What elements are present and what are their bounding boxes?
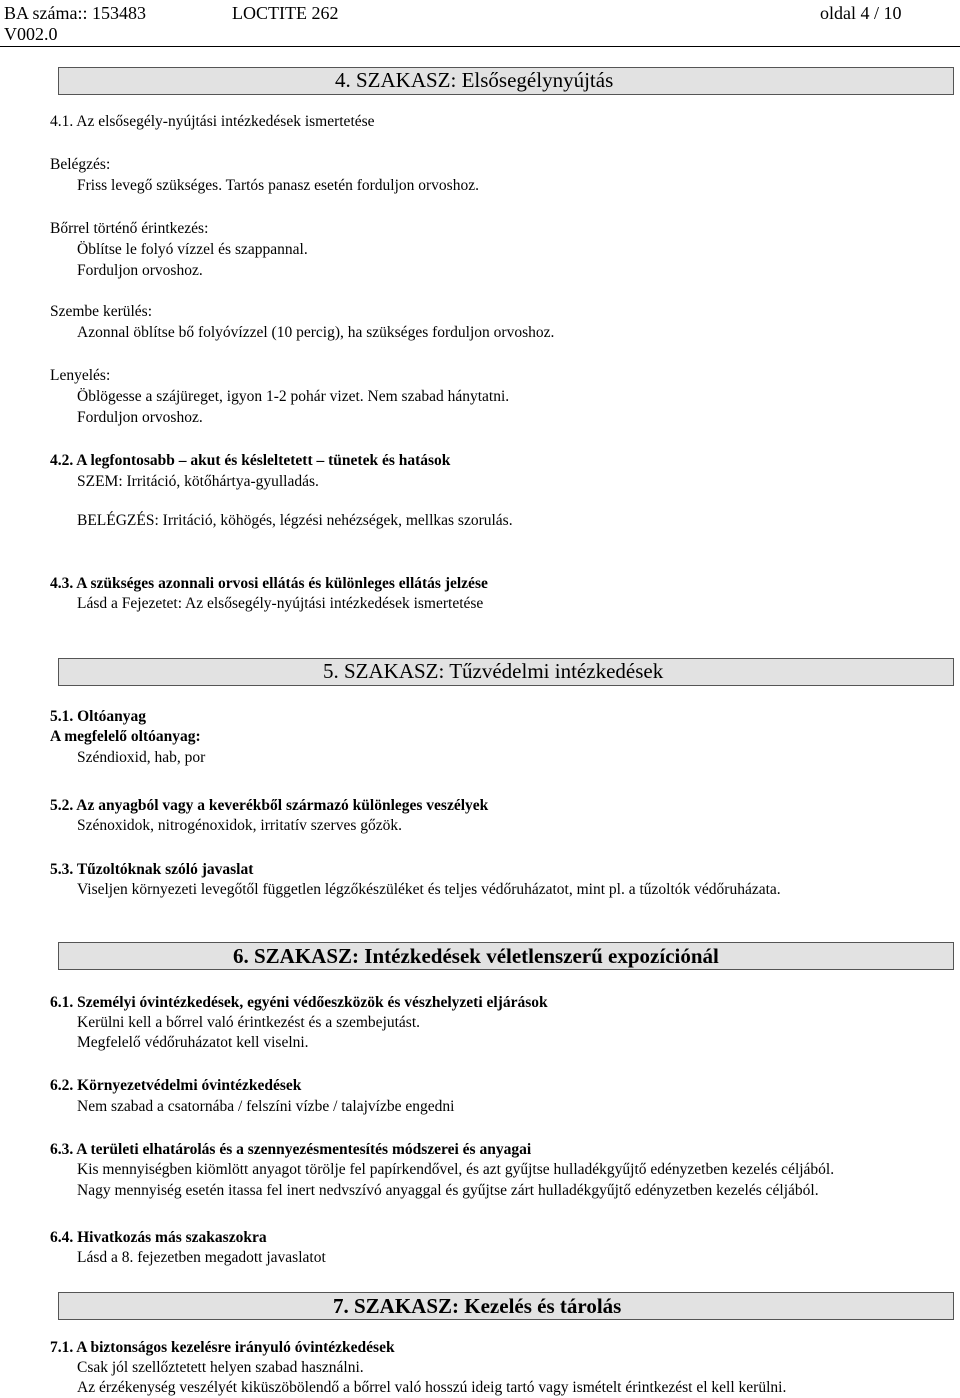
inhalation-label: Belégzés: bbox=[50, 156, 111, 173]
s71-title: 7.1. A biztonságos kezelésre irányuló óvintézkedések bbox=[50, 1339, 395, 1356]
s53-title: 5.3. Tűzoltóknak szóló javaslat bbox=[50, 861, 254, 878]
s61-text-2: Megfelelő védőruházatot kell viselni. bbox=[77, 1034, 309, 1051]
skin-text-1: Öblítse le folyó vízzel és szappannal. bbox=[77, 241, 308, 258]
s52-title: 5.2. Az anyagból vagy a keverékből származó különleges veszélyek bbox=[50, 797, 489, 814]
page-indicator: oldal 4 / 10 bbox=[820, 3, 902, 23]
section4-title: 4. SZAKASZ: Elsősegélynyújtás bbox=[335, 68, 614, 92]
s71-text-1: Csak jól szellőztetett helyen szabad használni. bbox=[77, 1359, 364, 1376]
s51-text: Széndioxid, hab, por bbox=[77, 749, 206, 766]
s64-text: Lásd a 8. fejezetben megadott javaslatot bbox=[77, 1249, 326, 1266]
s51-title: 5.1. Oltóanyag bbox=[50, 708, 147, 725]
section5-title: 5. SZAKASZ: Tűzvédelmi intézkedések bbox=[323, 659, 664, 683]
s42-title: 4.2. A legfontosabb – akut és késleltetett – tünetek és hatások bbox=[50, 452, 451, 469]
ingestion-text-2: Forduljon orvoshoz. bbox=[77, 409, 203, 426]
section7-title: 7. SZAKASZ: Kezelés és tárolás bbox=[333, 1294, 622, 1318]
s63-text-1: Kis mennyiségben kiömlött anyagot törölje fel papírkendővel, és azt gyűjtse hulladékgyűjtő edényzetben kezelés céljából. bbox=[77, 1161, 835, 1178]
s63-text-2: Nagy mennyiség esetén itassa fel inert nedvszívó anyaggal és gyűjtse zárt hulladékgyűjtő edényzetben kezelés céljából. bbox=[77, 1182, 819, 1199]
product-name: LOCTITE 262 bbox=[232, 3, 339, 23]
s52-text: Szénoxidok, nitrogénoxidok, irritatív szerves gőzök. bbox=[77, 817, 403, 834]
s63-title: 6.3. A területi elhatárolás és a szennyezésmentesítés módszerei és anyagai bbox=[50, 1141, 532, 1158]
s42-inhalation: BELÉGZÉS: Irritáció, köhögés, légzési nehézségek, mellkas szorulás. bbox=[77, 512, 513, 529]
s53-text: Viseljen környezeti levegőtől független légzőkészüléket és teljes védőruházatot, mint pl. a tűzoltók védőruházata. bbox=[77, 881, 781, 898]
s51-subtitle: A megfelelő oltóanyag: bbox=[50, 728, 201, 745]
ingestion-label: Lenyelés: bbox=[50, 367, 111, 384]
s64-title: 6.4. Hivatkozás más szakaszokra bbox=[50, 1229, 267, 1246]
s41-title: 4.1. Az elsősegély-nyújtási intézkedések ismertetése bbox=[50, 113, 375, 130]
s61-title: 6.1. Személyi óvintézkedések, egyéni védőeszközök és vészhelyzeti eljárások bbox=[50, 994, 548, 1011]
header-rule bbox=[0, 46, 960, 47]
eye-text: Azonnal öblítse bő folyóvízzel (10 percig), ha szükséges forduljon orvoshoz. bbox=[77, 324, 555, 341]
inhalation-text: Friss levegő szükséges. Tartós panasz esetén forduljon orvoshoz. bbox=[77, 177, 479, 194]
ba-number: BA száma:: 153483 bbox=[4, 3, 146, 23]
section6-title: 6. SZAKASZ: Intézkedések véletlenszerű expozíciónál bbox=[233, 944, 719, 968]
eye-label: Szembe kerülés: bbox=[50, 303, 153, 320]
ingestion-text-1: Öblögesse a szájüreget, igyon 1-2 pohár vizet. Nem szabad hánytatni. bbox=[77, 388, 510, 405]
s62-title: 6.2. Környezetvédelmi óvintézkedések bbox=[50, 1077, 302, 1094]
s43-text: Lásd a Fejezetet: Az elsősegély-nyújtási intézkedések ismertetése bbox=[77, 595, 484, 612]
s61-text-1: Kerülni kell a bőrrel való érintkezést és a szembejutást. bbox=[77, 1014, 421, 1031]
s62-text: Nem szabad a csatornába / felszíni vízbe / talajvízbe engedni bbox=[77, 1098, 455, 1115]
s71-text-2: Az érzékenység veszélyét kiküszöbölendő a bőrrel való hosszú ideig tartó vagy ismételt érintkezést el kell kerülni. bbox=[77, 1379, 787, 1396]
s42-eye: SZEM: Irritáció, kötőhártya-gyulladás. bbox=[77, 473, 319, 490]
skin-text-2: Forduljon orvoshoz. bbox=[77, 262, 203, 279]
version: V002.0 bbox=[4, 24, 58, 44]
skin-label: Bőrrel történő érintkezés: bbox=[50, 220, 209, 237]
s43-title: 4.3. A szükséges azonnali orvosi ellátás és különleges ellátás jelzése bbox=[50, 575, 488, 592]
